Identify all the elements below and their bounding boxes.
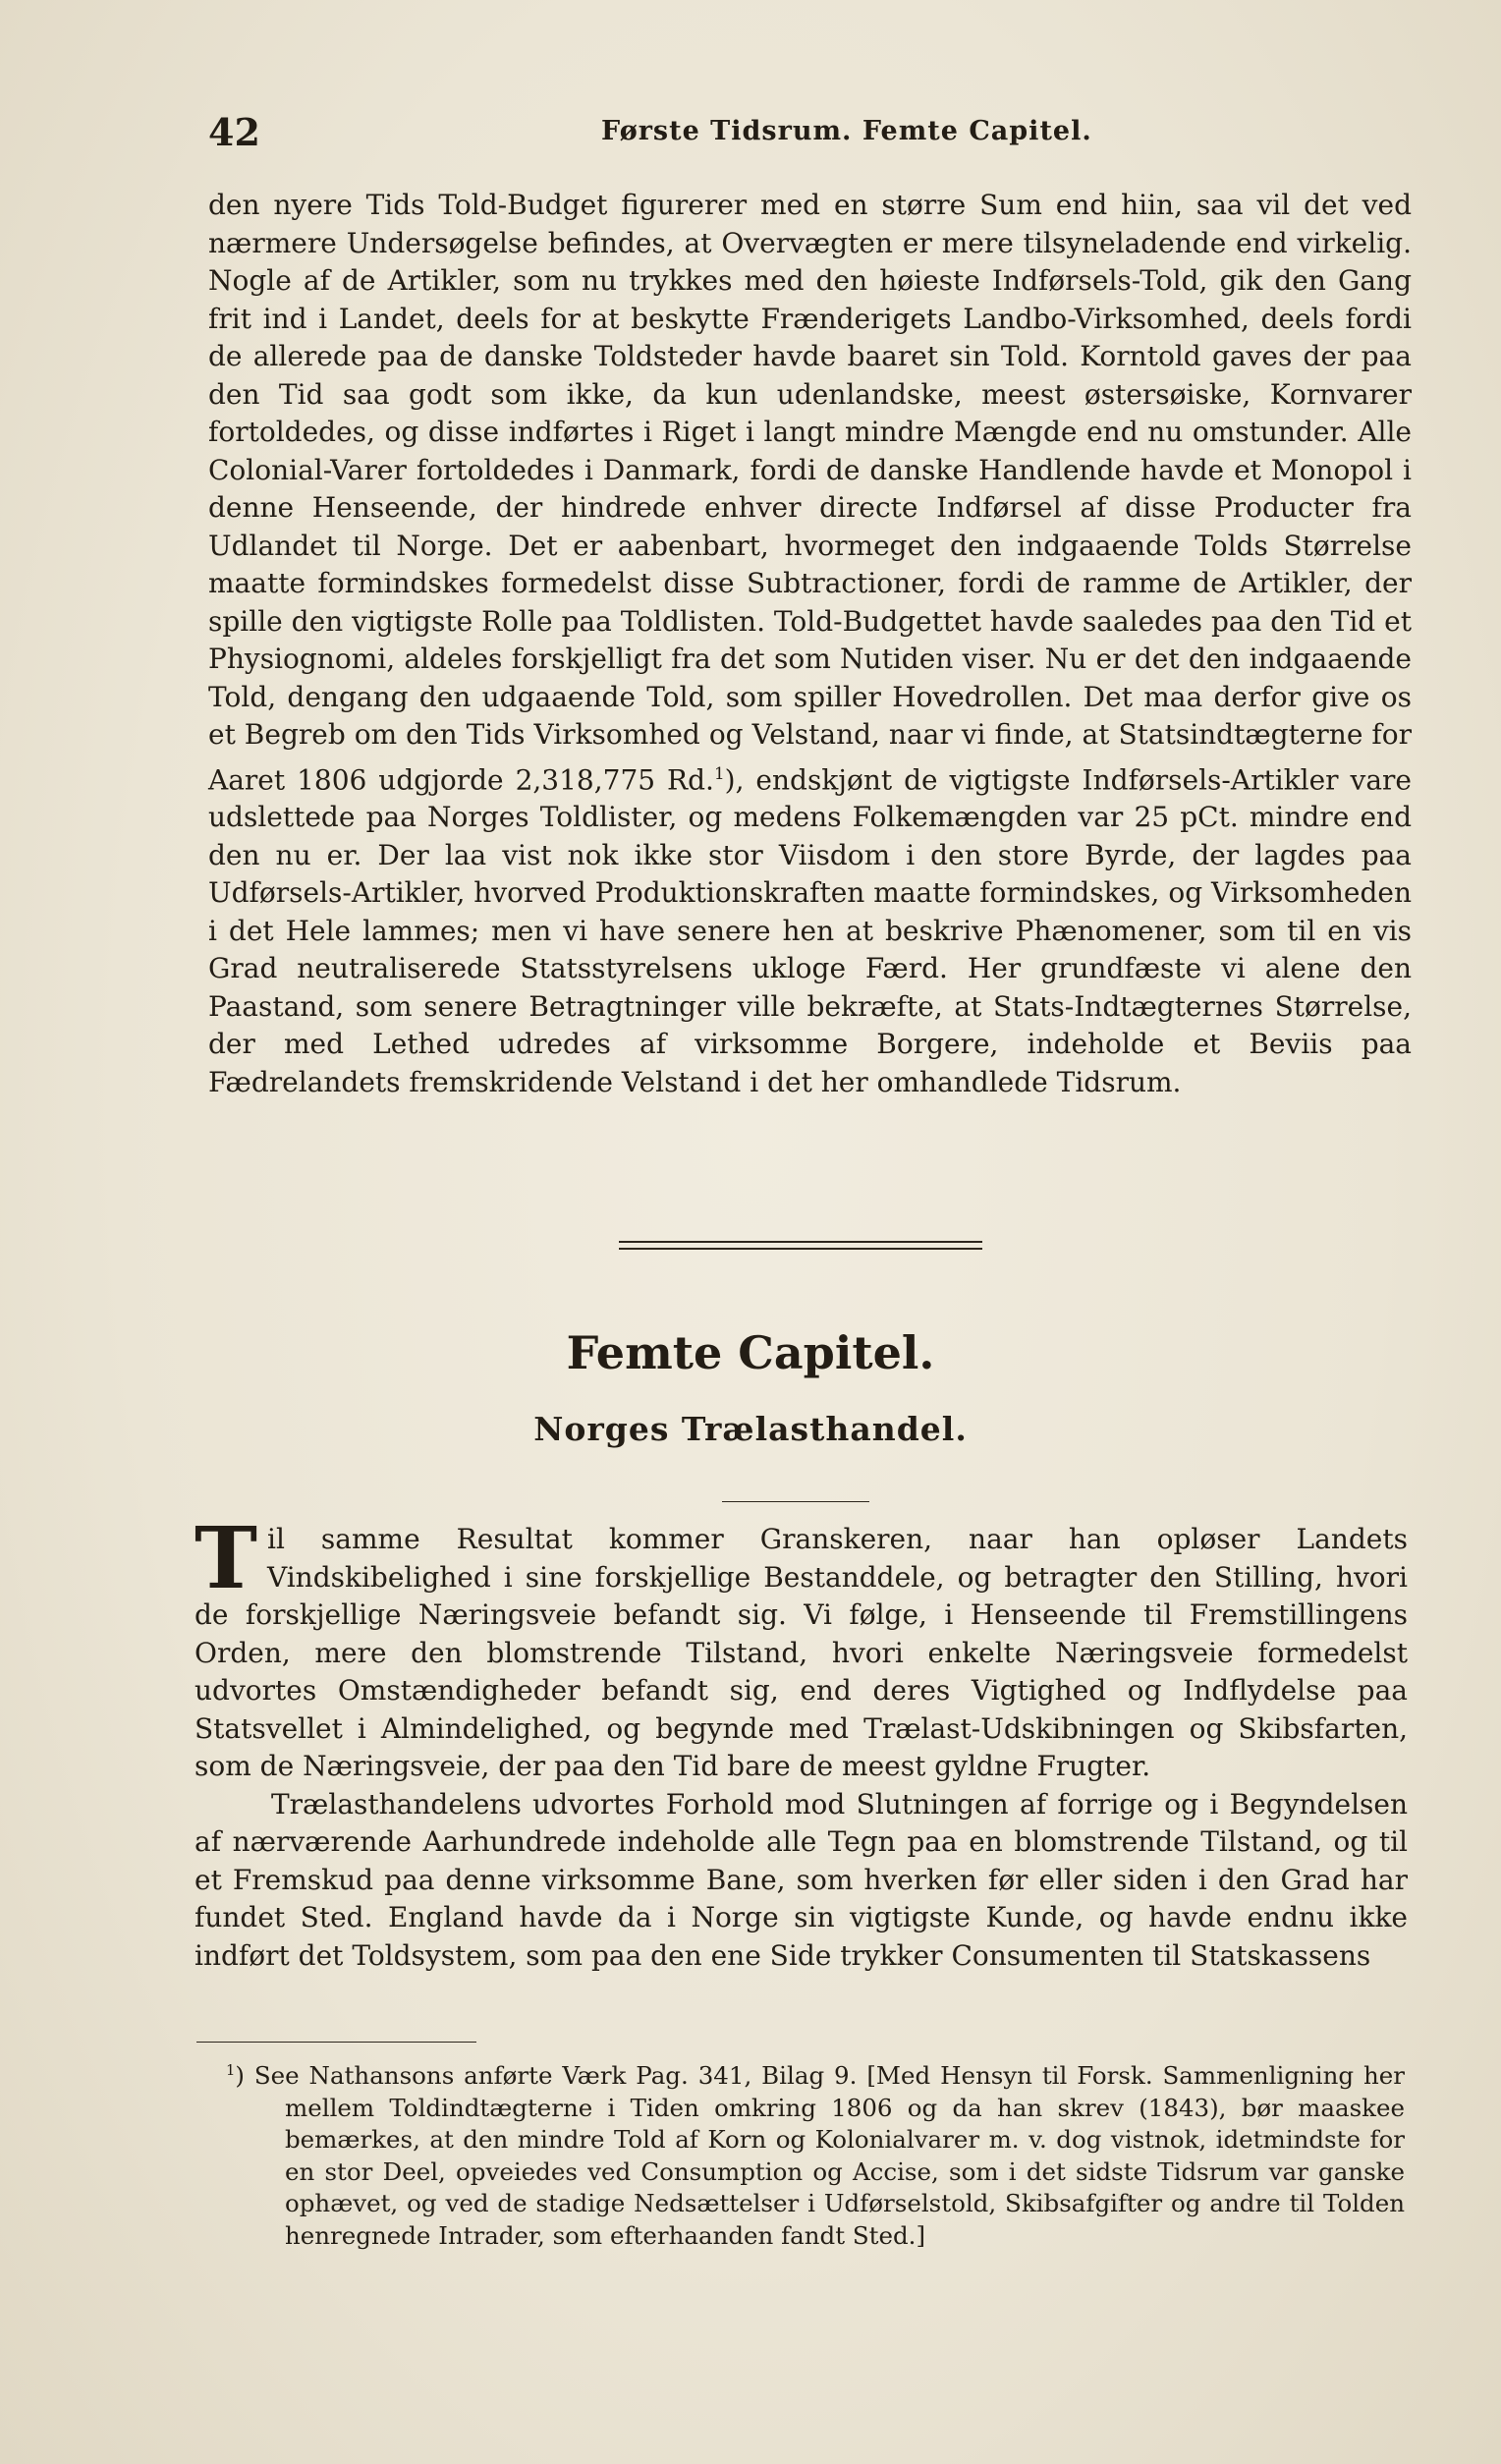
page-header: [208, 110, 1407, 159]
section-divider-bottom: [619, 1248, 982, 1250]
footnote: [196, 2055, 1405, 2252]
page-number: 42: [208, 110, 260, 154]
body-paragraph-tail: ), endskjønt de vigtigste Indførsels-Artikler vare udslettede paa Norges Toldlister, og medens Folkemængden var 25 pCt. mindre end den nu er. Der laa vist nok ikke stor Viisdom i den store Byrde, der lagdes paa Udførsels-Artikler, hvorved Produktionskraften maatte formindskes, og Virksomheden i det Hele lammes; men vi have senere hen at beskrive Phænomener, som til en vis Grad neutraliserede Statsstyrelsens ukloge Færd. Her grundfæste vi alene den Paastand, som senere Betragtninger ville bekræfte, at Stats-Indtægternes Størrelse, der med Lethed udredes af virksomme Borgere, indeholde et Beviis paa Fædrelandets fremskridende Velstand i det her omhandlede Tidsrum.: [208, 762, 1413, 1098]
footnote-reference: 1: [713, 762, 725, 783]
footnote-marker: 1: [226, 2062, 236, 2079]
body-text: [208, 187, 1412, 1101]
chapter-subtitle: Norges Trælasthandel.: [533, 1410, 968, 1448]
footnote-rule: [196, 2042, 476, 2043]
body-paragraph: [208, 187, 1412, 1101]
running-head: Første Tidsrum. Femte Capitel.: [601, 116, 1092, 146]
footnote-text: ) See Nathansons anførte Værk Pag. 341, Bilag 9. [Med Hensyn til Forsk. Sammenligning her mellem Toldindtægterne i Tiden omkring 1806 og da han skrev (1843), bør maaskee bemærkes, at den mindre Told af Korn og Kolonialvarer m. v. dog vistnok, idetmindste for en stor Deel, opveiedes ved Consumption og Accise, som i det sidste Tidsrum var ganske ophævet, og ved de stadige Nedsættelser i Udførselstold, Skibsafgifter og andre til Tolden henregnede Intrader, som efterhaanden fandt Sted.]: [235, 2061, 1405, 2250]
chapter-paragraph-1-text: il samme Resultat kommer Granskeren, naar han opløser Landets Vindskibelighed i sine forskjellige Bestanddele, og betragter den Stilling, hvori de forskjellige Næringsveie befandt sig. Vi følge, i Henseende til Fremstillingens Orden, mere den blomstrende Tilstand, hvori enkelte Næringsveie formedelst udvortes Omstændigheder befandt sig, end deres Vigtighed og Indflydelse paa Statsvellet i Almindelighed, og begynde med Trælast-Udskibningen og Skibsfarten, som de Næringsveie, der paa den Tid bare de meest gyldne Frugter.: [195, 1523, 1408, 1782]
body-paragraph-text: den nyere Tids Told-Budget figurerer med en større Sum end hiin, saa vil det ved nærmere Undersøgelse befindes, at Overvægten er mere tilsyneladende end virkelig. Nogle af de Artikler, som nu trykkes med den høieste Indførsels-Told, gik den Gang frit ind i Landet, deels for at beskytte Frænderigets Landbo-Virksomhed, deels fordi de allerede paa de danske Toldsteder havde baaret sin Told. Korntold gaves der paa den Tid saa godt som ikke, da kun udenlandske, meest østersøiske, Kornvarer fortoldedes, og disse indførtes i Riget i langt mindre Mængde end nu omstunder. Alle Colonial-Varer fortoldedes i Danmark, fordi de danske Handlende havde et Monopol i denne Henseende, der hindrede enhver directe Indførsel af disse Producter fra Udlandet til Norge. Det er aabenbart, hvormeget den indgaaende Tolds Størrelse maatte formindskes formedelst disse Subtractioner, fordi de ramme de Artikler, der spille den vigtigste Rolle paa Toldlisten. Told-Budgettet havde saaledes paa den Tid et Physiognomi, aldeles forskjelligt fra det som Nutiden viser. Nu er det den indgaaende Told, dengang den udgaaende Told, som spiller Hovedrollen. Det maa derfor give os et Begreb om den Tids Virksomhed og Velstand, naar vi finde, at Statsindtægterne for Aaret 1806 udgjorde 2,318,775 Rd.: [208, 189, 1412, 796]
chapter-paragraph-1: [195, 1509, 1408, 1786]
chapter-text: [195, 1509, 1408, 1975]
chapter-paragraph-2: Trælasthandelens udvortes Forhold mod Slutningen af forrige og i Begyndelsen af nærværende Aarhundrede indeholde alle Tegn paa en blomstrende Tilstand, og til et Fremskud paa denne virksomme Bane, som hverken før eller siden i den Grad har fundet Sted. England havde da i Norge sin vigtigste Kunde, og havde endnu ikke indført det Toldsystem, som paa den ene Side trykker Consumenten til Statskassens: [195, 1787, 1408, 1972]
section-divider-top: [619, 1241, 982, 1243]
chapter-title: Femte Capitel.: [566, 1326, 935, 1379]
drop-cap: T: [195, 1509, 257, 1608]
subtitle-rule: [722, 1501, 869, 1502]
